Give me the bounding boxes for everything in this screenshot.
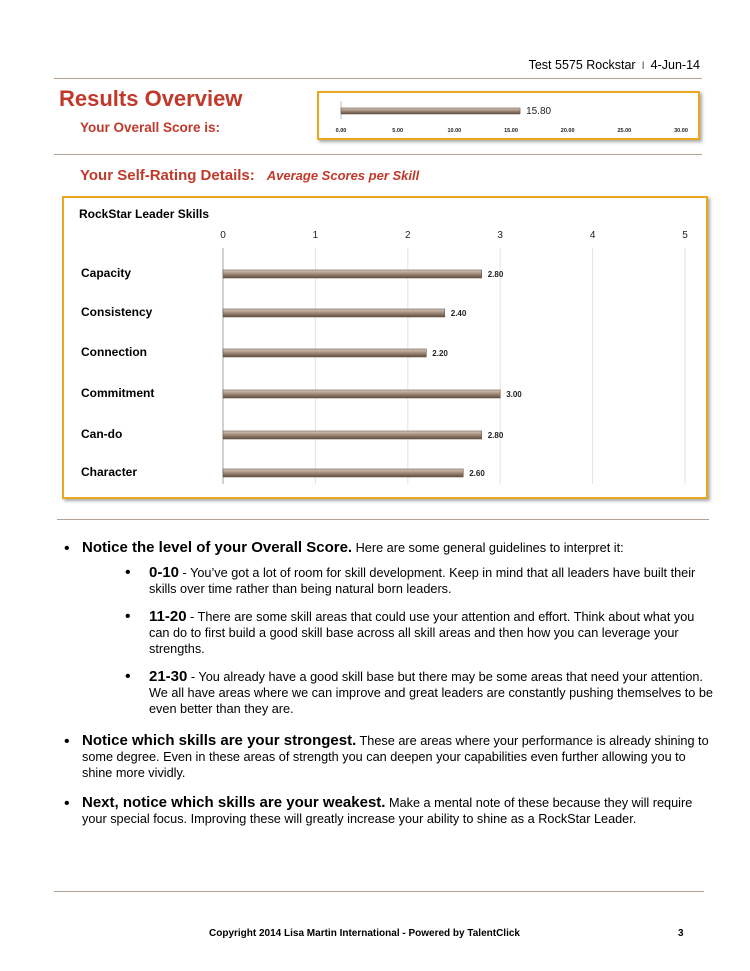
bar xyxy=(223,469,463,477)
tick-label: 1 xyxy=(312,230,319,241)
page-header xyxy=(529,58,700,72)
tick-label: 30.00 xyxy=(674,128,688,134)
guidance-lead: Notice the level of your Overall Score. xyxy=(82,539,353,556)
data-label: 2.80 xyxy=(487,431,504,440)
data-label: 2.40 xyxy=(450,309,467,318)
tick-label: 3 xyxy=(497,230,503,241)
range-item xyxy=(82,609,714,657)
self-rating-heading xyxy=(80,167,419,184)
data-label: 2.80 xyxy=(487,270,504,279)
guidance-text: Here are some general guidelines to interpret it: xyxy=(352,541,624,555)
tick-label: 20.00 xyxy=(560,128,575,134)
chart-title: RockStar Leader Skills xyxy=(79,207,210,221)
guidance-list xyxy=(64,540,714,841)
bullet-icon: • xyxy=(125,608,131,625)
bullet-icon: • xyxy=(125,564,131,581)
tick-label: 15.00 xyxy=(504,128,518,134)
bullet-icon: • xyxy=(125,668,131,685)
guidance-item-overall xyxy=(64,540,714,717)
tick-label: 10.00 xyxy=(447,128,462,134)
tick-label: 4 xyxy=(589,230,596,241)
guidance-item-strongest xyxy=(64,733,714,781)
tick-label: 5.00 xyxy=(392,128,404,134)
skills-chart xyxy=(64,198,706,497)
guidance-text: Make a mental note of these because they will require your special focus. Improving these will greatly increase your ability to shine as a RockStar Leader. xyxy=(82,796,693,826)
overall-score-label: Your Overall Score is: xyxy=(80,120,221,135)
range-item xyxy=(82,565,714,597)
bullet-icon: • xyxy=(64,540,70,557)
bullet-icon: • xyxy=(64,795,70,812)
bar xyxy=(223,309,445,317)
range-label: 0-10 xyxy=(149,564,180,581)
guidance-lead: Notice which skills are your strongest. xyxy=(82,732,357,749)
category-label: Character xyxy=(81,465,138,479)
tick-label: 0.00 xyxy=(335,128,347,134)
page-number: 3 xyxy=(678,928,684,939)
header-separator: I xyxy=(641,60,645,72)
bar xyxy=(223,390,500,398)
tick-label: 25.00 xyxy=(617,128,632,134)
section-rule xyxy=(54,154,702,155)
range-item xyxy=(82,669,714,717)
section-heading: Your Self-Rating Details: xyxy=(80,167,255,184)
footer-rule xyxy=(54,891,704,892)
bullet-icon: • xyxy=(64,733,70,750)
report-date: 4-Jun-14 xyxy=(650,58,700,72)
guidance-text: These are areas where your performance is already shining to some degree. Even in these areas of strength you can deepen your capabilities even further allowing you to shine more vividly. xyxy=(82,734,709,780)
tick-label: 5 xyxy=(682,230,688,241)
data-label: 15.80 xyxy=(526,106,552,117)
copyright-text: Copyright 2014 Lisa Martin International - Powered by TalentClick xyxy=(209,928,520,939)
bar xyxy=(341,108,520,114)
section-subheading: Average Scores per Skill xyxy=(266,168,420,183)
data-label: 2.60 xyxy=(469,469,485,478)
range-text: - You’ve got a lot of room for skill development. Keep in mind that all leaders have built their skills over time rather than being natural born leaders. xyxy=(149,566,696,596)
guidance-item-weakest xyxy=(64,795,714,827)
category-label: Connection xyxy=(81,345,147,359)
range-text: - There are some skill areas that could use your attention and effort. Think about what you can do to first build a good skill base across all skill areas and then how you can leverage your strengths. xyxy=(149,610,695,656)
category-label: Consistency xyxy=(81,305,153,319)
category-label: Commitment xyxy=(81,386,155,400)
tick-label: 2 xyxy=(405,230,411,241)
page-title: Results Overview xyxy=(59,86,243,111)
test-name: Test 5575 Rockstar xyxy=(528,58,636,72)
bar xyxy=(223,431,482,439)
overall-score-chart-frame xyxy=(317,91,700,140)
range-label: 11-20 xyxy=(149,608,187,625)
overall-score-chart xyxy=(319,93,698,138)
category-label: Can-do xyxy=(81,427,123,441)
tick-label: 0 xyxy=(220,230,226,241)
data-label: 3.00 xyxy=(506,390,522,399)
range-label: 21-30 xyxy=(149,668,188,685)
skills-chart-frame xyxy=(62,196,708,499)
chart-bottom-rule xyxy=(57,519,709,520)
data-label: 2.20 xyxy=(432,349,448,358)
guidance-lead: Next, notice which skills are your weakest. xyxy=(82,794,386,811)
bar xyxy=(223,270,482,278)
range-text: - You already have a good skill base but there may be some areas that need your attention. We all have areas where we can improve and great leaders are constantly pushing themselves to be even better than they are. xyxy=(149,670,713,716)
bar xyxy=(223,349,426,357)
category-label: Capacity xyxy=(81,266,132,280)
header-rule xyxy=(54,78,702,79)
